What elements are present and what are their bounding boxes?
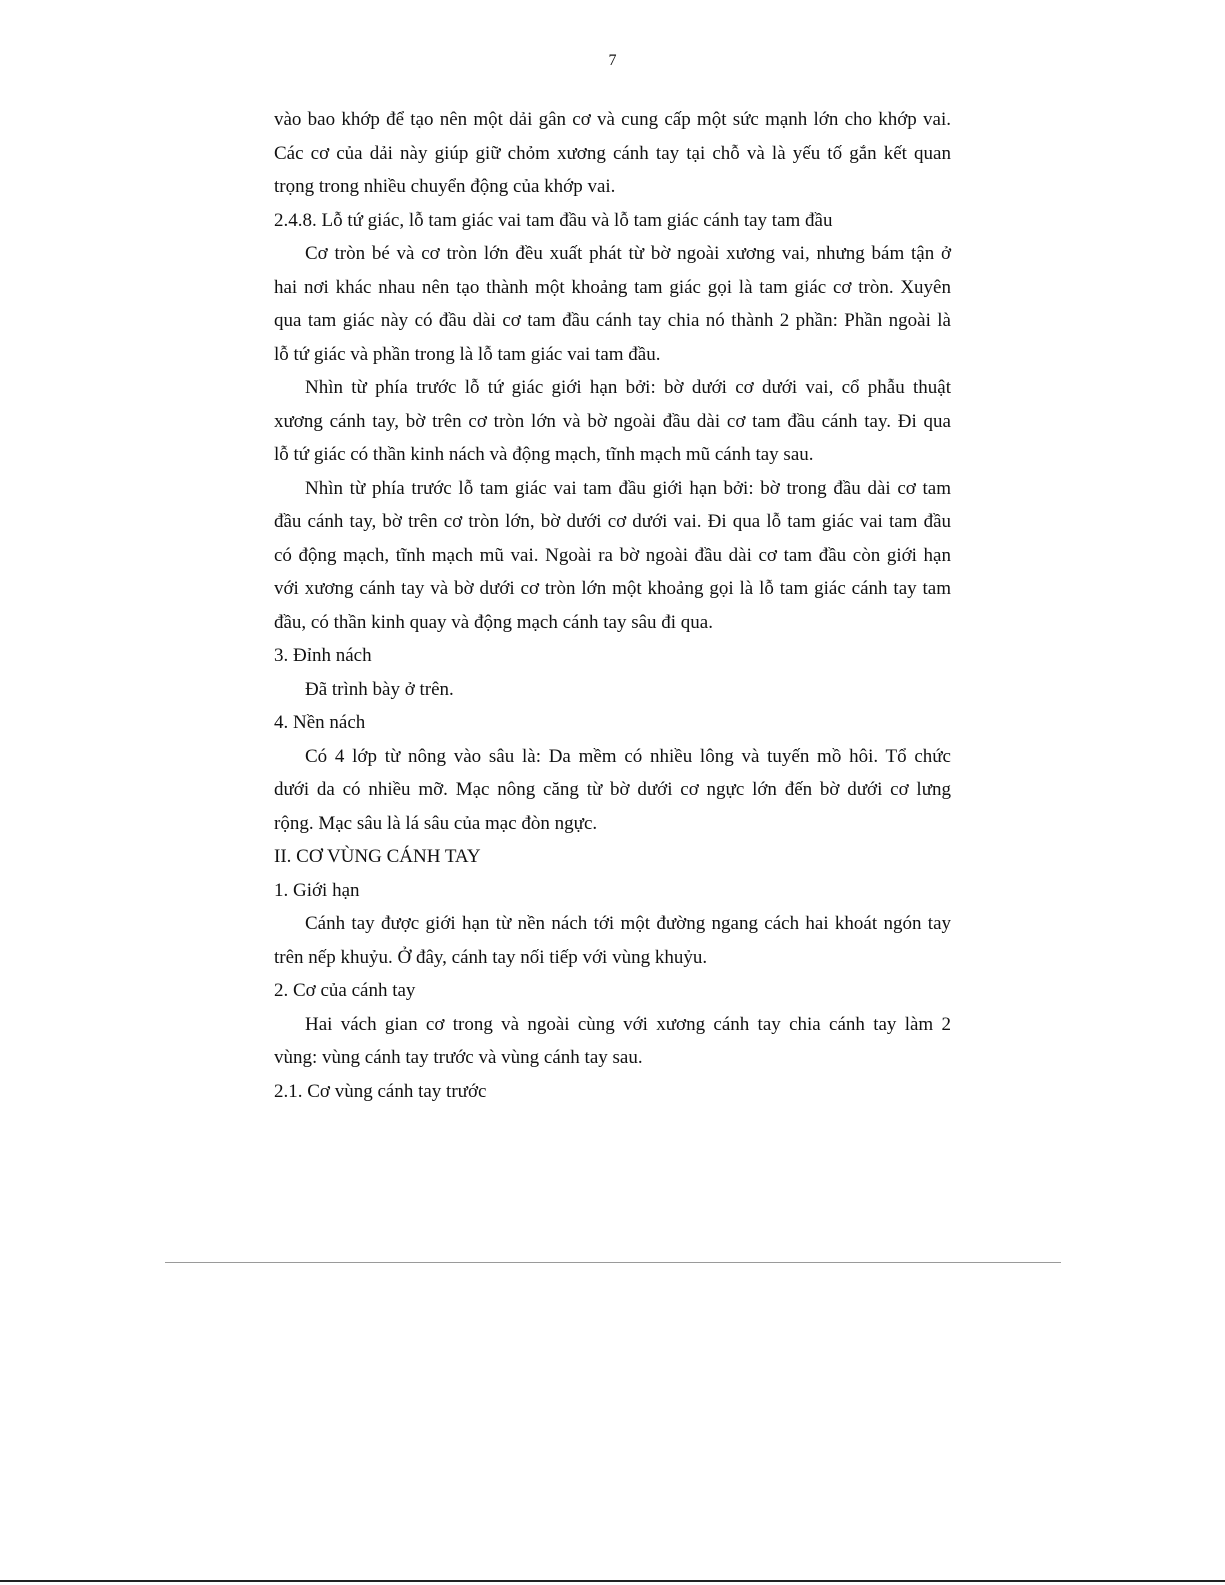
- text-line: lỗ tứ giác và phần trong là lỗ tam giác vai tam đầu.: [274, 343, 661, 365]
- text-line: 3. Đỉnh nách: [274, 645, 372, 666]
- text-line: dưới da có nhiều mỡ. Mạc nông căng từ bờ dưới cơ ngực lớn đến bờ dưới cơ lưng: [274, 779, 951, 800]
- page-bottom-border: [0, 1580, 1225, 1582]
- text-line: Nhìn từ phía trước lỗ tam giác vai tam đầu giới hạn bởi: bờ trong đầu dài cơ tam: [305, 477, 951, 499]
- text-line: qua tam giác này có đầu dài cơ tam đầu cánh tay chia nó thành 2 phần: Phần ngoài là: [274, 310, 951, 331]
- text-line: lỗ tứ giác có thần kinh nách và động mạch, tĩnh mạch mũ cánh tay sau.: [274, 444, 814, 465]
- text-line: vùng: vùng cánh tay trước và vùng cánh tay sau.: [274, 1047, 643, 1068]
- text-line: 4. Nền nách: [274, 712, 366, 733]
- text-line: Có 4 lớp từ nông vào sâu là: Da mềm có nhiều lông và tuyến mồ hôi. Tổ chức: [305, 745, 951, 767]
- text-line: đầu, có thần kinh quay và động mạch cánh tay sâu đi qua.: [274, 611, 713, 633]
- text-line: với xương cánh tay và bờ dưới cơ tròn lớn một khoảng gọi là lỗ tam giác cánh tay tam: [274, 578, 951, 599]
- text-line: Cánh tay được giới hạn từ nền nách tới một đường ngang cách hai khoát ngón tay: [305, 913, 951, 934]
- text-line: xương cánh tay, bờ trên cơ tròn lớn và bờ ngoài đầu dài cơ tam đầu cánh tay. Đi qua: [274, 410, 951, 432]
- text-line: trọng trong nhiều chuyển động của khớp vai.: [274, 176, 616, 197]
- text-line: vào bao khớp để tạo nên một dải gân cơ và cung cấp một sức mạnh lớn cho khớp vai.: [274, 109, 951, 130]
- text-line: 2.1. Cơ vùng cánh tay trước: [274, 1080, 487, 1102]
- text-line: rộng. Mạc sâu là lá sâu của mạc đòn ngực.: [274, 812, 598, 834]
- text-line: 2. Cơ của cánh tay: [274, 980, 416, 1001]
- text-line: có động mạch, tĩnh mạch mũ vai. Ngoài ra bờ ngoài đầu dài cơ tam đầu còn giới hạn: [274, 544, 951, 566]
- text-line: hai nơi khác nhau nên tạo thành một khoảng tam giác gọi là tam giác cơ tròn. Xuyên: [274, 276, 951, 298]
- body-text: [274, 103, 951, 1108]
- text-line: Hai vách gian cơ trong và ngoài cùng với xương cánh tay chia cánh tay làm 2: [305, 1013, 951, 1035]
- text-line: Các cơ của dải này giúp giữ chỏm xương cánh tay tại chỗ và là yếu tố gắn kết quan: [274, 142, 951, 164]
- text-line: 2.4.8. Lỗ tứ giác, lỗ tam giác vai tam đầu và lỗ tam giác cánh tay tam đầu: [274, 209, 833, 231]
- text-line: Đã trình bày ở trên.: [305, 678, 454, 700]
- text-line: Cơ tròn bé và cơ tròn lớn đều xuất phát từ bờ ngoài xương vai, nhưng bám tận ở: [305, 243, 951, 264]
- text-line: trên nếp khuỷu. Ở đây, cánh tay nối tiếp với vùng khuỷu.: [274, 946, 708, 968]
- text-line: Nhìn từ phía trước lỗ tứ giác giới hạn bởi: bờ dưới cơ dưới vai, cổ phẫu thuật: [305, 377, 951, 398]
- text-line: đầu cánh tay, bờ trên cơ tròn lớn, bờ dưới cơ dưới vai. Đi qua lỗ tam giác vai tam đầu: [274, 511, 951, 532]
- page-footer-divider: [165, 1262, 1061, 1263]
- text-line: II. CƠ VÙNG CÁNH TAY: [274, 846, 481, 867]
- text-line: 1. Giới hạn: [274, 879, 360, 901]
- page-number: 7: [608, 52, 617, 69]
